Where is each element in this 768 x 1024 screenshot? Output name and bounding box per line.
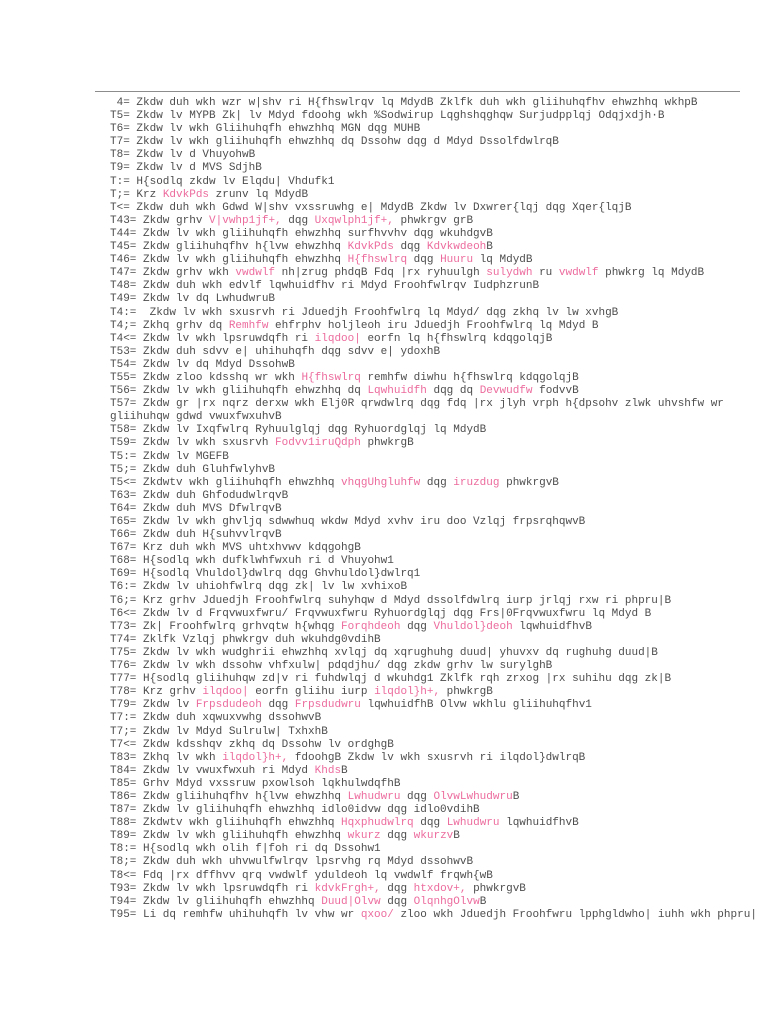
question-line <box>110 608 768 621</box>
highlighted-term: KdvkPds <box>347 241 394 254</box>
question-text: T56= Zkdw lv wkh gliihuhqfh ehwzhhq dq <box>110 385 368 398</box>
question-text: 4= Zkdw duh wkh wzr w|shv ri H{fhswlrqv lq MdydB Zklfk duh wkh gliihuhqfhv ehwzhhq wkhpB <box>110 97 698 109</box>
question-text: T68= H{sodlq wkh dufklwhfwxuh ri d Vhuyohw1 <box>110 555 394 568</box>
question-line <box>110 215 768 228</box>
top-divider <box>95 91 740 92</box>
highlighted-term: iruzdug <box>453 476 500 489</box>
question-text: T7<= Zkdw kdsshqv zkhq dq Dssohw lv ordghgB <box>110 738 394 751</box>
question-text: T86= Zkdw gliihuhqfhv h{lvw ehwzhhq <box>110 790 348 803</box>
question-text: T65= Zkdw lv wkh ghvljq sdwwhuq wkdw Mdyd xvhv iru doo Vzlqj frpsrqhqwvB <box>110 516 586 528</box>
question-text: lqwhuidfhvB <box>512 620 592 633</box>
question-text: T:= H{sodlq zkdw lv Elqdu| Vhdufk1 <box>110 175 335 188</box>
question-text: lqwhuidfhB Olvw wkhlu gliihuhqfhv1 <box>360 699 592 712</box>
question-line <box>110 228 768 241</box>
question-line <box>110 123 768 136</box>
question-text: dqg <box>407 254 441 267</box>
question-line <box>110 372 768 385</box>
question-line <box>110 581 768 594</box>
question-text: ru <box>532 267 559 280</box>
question-text: T69= H{sodlq Vhuldol}dwlrq dqg Ghvhuldol}dwlrq1 <box>110 568 421 581</box>
question-text: T8= Zkdw lv d VhuyohwB <box>110 149 256 162</box>
question-line <box>110 307 768 320</box>
question-line <box>110 385 768 398</box>
question-text: T58= Zkdw lv Ixqfwlrq Ryhuulglqj dqg Ryhuordglqj lq MdydB <box>110 424 487 437</box>
question-line <box>110 752 768 765</box>
question-line <box>110 503 768 516</box>
question-line <box>110 542 768 555</box>
highlighted-term: H{fhswlrq <box>301 371 361 384</box>
question-line <box>110 673 768 686</box>
highlighted-term: Uxqwlph1jf+, <box>314 214 394 227</box>
highlighted-term: Forqhdeoh <box>341 620 401 633</box>
highlighted-term: Frpsdudeoh <box>195 699 262 712</box>
question-text: lq MdydB <box>473 254 533 267</box>
question-text: dqg <box>380 882 414 895</box>
highlighted-term: wkurz <box>347 830 381 843</box>
question-text: eorfn gliihu iurp <box>248 686 375 699</box>
question-text: T49= Zkdw lv dq LwhudwruB <box>110 293 276 306</box>
question-text: zrunv lq MdydB <box>209 188 309 201</box>
question-line <box>110 778 768 791</box>
question-text: dqg dq <box>426 385 480 398</box>
question-text: T73= Zk| Froohfwlrq grhvqtw h{whqg <box>110 620 342 633</box>
question-text: phwkrg lq MdydB <box>598 267 705 280</box>
question-text: dqg <box>380 830 414 843</box>
highlighted-term: wkurzv <box>413 830 454 843</box>
question-line <box>110 856 768 869</box>
highlighted-term: Vhuldol}deoh <box>433 620 513 633</box>
question-text: T4<= Zkdw lv wkh lpsruwdqfh ri <box>110 332 315 345</box>
question-text: T47= Zkdw grhv wkh <box>110 267 236 280</box>
highlighted-term: qxoo/ <box>360 908 394 921</box>
question-text: T85= Grhv Mdyd vxssruw pxowlsoh lqkhulwdqfhB <box>110 777 401 790</box>
question-text: zloo wkh Jduedjh Froohfwru lpphgldwho| iuhh wkh phpru| <box>393 908 757 921</box>
question-text: T64= Zkdw duh MVS DfwlrqvB <box>110 502 282 515</box>
question-text: gliihuhqw gdwd vwuxfwxuhvB <box>110 411 282 424</box>
highlighted-term: ilqdol}h+, <box>374 686 441 699</box>
question-line <box>110 254 768 267</box>
question-text: T66= Zkdw duh H{suhvvlrqvB <box>110 529 282 542</box>
question-line <box>110 647 768 660</box>
question-text: T7:= Zkdw duh xqwuxvwhg dssohwvB <box>110 712 322 725</box>
question-text: T53= Zkdw duh sdvv e| uhihuhqfh dqg sdvv e| ydoxhB <box>110 345 441 358</box>
question-line <box>110 843 768 856</box>
question-text: T4;= Zkhq grhv dq <box>110 319 229 332</box>
question-text: dqg <box>380 895 414 908</box>
highlighted-term: Kdvkwdeoh <box>426 241 487 254</box>
question-line <box>110 699 768 712</box>
highlighted-term: Duud|Olvw <box>321 895 381 908</box>
question-line <box>110 162 768 175</box>
highlighted-term: KdvkPds <box>162 188 210 201</box>
question-text: remhfw diwhu h{fhswlrq kdqgolqjB <box>360 371 579 384</box>
question-text: T9= Zkdw lv d MVS SdjhB <box>110 162 262 175</box>
question-line <box>110 817 768 830</box>
highlighted-term: vwdwlf <box>235 267 276 280</box>
question-text: T6;= Krz grhv Jduedjh Froohfwlrq suhyhqw d Mdyd dssolfdwlrq iurp jrlqj rxw ri phpru|B <box>110 594 672 607</box>
question-line <box>110 333 768 346</box>
question-line <box>110 739 768 752</box>
question-line <box>110 634 768 647</box>
question-text: eorfn lq h{fhswlrq kdqgolqjB <box>360 332 553 345</box>
question-text: T5<= Zkdwtv wkh gliihuhqfh ehwzhhq <box>110 476 342 489</box>
question-text: dqg <box>400 620 434 633</box>
question-text: T8;= Zkdw duh wkh uhvwulfwlrqv lpsrvhg rq Mdyd dssohwvB <box>110 856 474 869</box>
highlighted-term: Remhfw <box>228 319 269 332</box>
question-text: dqg <box>400 790 434 803</box>
question-text: T67= Krz duh wkh MVS uhtxhvwv kdqgohgB <box>110 542 361 555</box>
question-line <box>110 97 768 110</box>
highlighted-term: Khds <box>314 764 342 777</box>
question-text: T8:= H{sodlq wkh olih f|foh ri dq Dssohw1 <box>110 843 381 856</box>
question-text: T7= Zkdw lv wkh gliihuhqfh ehwzhhq dq Dssohw dqg d Mdyd DssolfdwlrqB <box>110 136 559 149</box>
question-text: T59= Zkdw lv wkh sxusrvh <box>110 437 276 450</box>
question-line <box>110 621 768 634</box>
question-text: fdoohgB Zkdw lv wkh sxusrvh ri ilqdol}dwlrqB <box>288 751 586 764</box>
question-line <box>110 189 768 202</box>
question-text: dqg <box>413 817 447 830</box>
question-text: T43= Zkdw grhv <box>110 214 210 227</box>
question-text: T75= Zkdw lv wkh wudghrii ehwzhhq xvlqj dq xqrughuhg duud| yhuvxv dq rughuhg duud|B <box>110 646 658 659</box>
question-text: T93= Zkdw lv wkh lpsruwdqfh ri <box>110 882 315 895</box>
question-line <box>110 660 768 673</box>
question-line <box>110 712 768 725</box>
question-line <box>110 451 768 464</box>
question-line <box>110 595 768 608</box>
question-text: phwkrgv grB <box>393 214 474 227</box>
question-text: nh|zrug phdqB Fdq |rx ryhuulgh <box>275 267 487 280</box>
question-line <box>110 830 768 843</box>
question-line <box>110 424 768 437</box>
question-list <box>110 97 768 922</box>
highlighted-term: Huuru <box>440 254 474 267</box>
question-text: lqwhuidfhvB <box>499 817 579 830</box>
highlighted-term: vwdwlf <box>558 267 599 280</box>
question-text: T78= Krz grhv <box>110 686 203 699</box>
question-text: T89= Zkdw lv wkh gliihuhqfh ehwzhhq <box>110 830 348 843</box>
question-text: phwkrgvB <box>466 882 526 895</box>
question-line <box>110 320 768 333</box>
question-text: phwkrgB <box>360 437 414 450</box>
question-text: T79= Zkdw lv <box>110 699 196 712</box>
question-text: B <box>512 790 520 803</box>
question-text: T6= Zkdw lv wkh Gliihuhqfh ehwzhhq MGN dqg MUHB <box>110 123 421 136</box>
highlighted-term: Lwhudwru <box>446 817 500 830</box>
question-text: T83= Zkhq lv wkh <box>110 751 223 764</box>
question-text: T88= Zkdwtv wkh gliihuhqfh ehwzhhq <box>110 817 342 830</box>
question-line <box>110 280 768 293</box>
question-text: T46= Zkdw lv wkh gliihuhqfh ehwzhhq <box>110 254 348 267</box>
question-text: phwkrgB <box>440 686 493 699</box>
question-text: dqg <box>261 699 295 712</box>
question-text: dqg <box>281 214 315 227</box>
question-line <box>110 202 768 215</box>
question-text: T54= Zkdw lv dq Mdyd DssohwB <box>110 358 295 371</box>
highlighted-term: Lwhudwru <box>347 790 401 803</box>
question-text: T87= Zkdw lv gliihuhqfh ehwzhhq idlo0idvw dqg idlo0vdihB <box>110 804 480 817</box>
question-line <box>110 765 768 778</box>
highlighted-term: sulydwh <box>486 267 533 280</box>
question-text: T5;= Zkdw duh GluhfwlyhvB <box>110 463 276 476</box>
highlighted-term: ilqdoo| <box>314 332 361 345</box>
question-text: T57= Zkdw gr |rx nqrz derxw wkh Elj0R qrwdwlrq dqg fdq |rx jlyh vrph h{dpsohv zlwk uhvshfw wr <box>110 398 724 411</box>
highlighted-term: Fodvv1iruQdph <box>275 437 361 450</box>
question-line <box>110 896 768 909</box>
question-text: phwkrgvB <box>499 476 559 489</box>
question-line <box>110 686 768 699</box>
question-text: T45= Zkdw gliihuhqfhv h{lvw ehwzhhq <box>110 241 348 254</box>
question-text: T95= Li dq remhfw uhihuhqfh lv vhw wr <box>110 908 361 921</box>
highlighted-term: htxdov+, <box>413 882 467 895</box>
question-line <box>110 346 768 359</box>
question-text: T5= Zkdw lv MYPB Zk| lv Mdyd fdoohg wkh %Sodwirup Lqghshqghqw Surjudpplqj Odqjxdjh·B <box>110 110 665 123</box>
question-text: dqg <box>393 241 427 254</box>
question-text: fodvvB <box>532 385 579 398</box>
highlighted-term: OlvwLwhudwru <box>433 790 513 803</box>
question-line <box>110 267 768 280</box>
question-line <box>110 529 768 542</box>
question-text: T74= Zklfk Vzlqj phwkrgv duh wkuhdg0vdihB <box>110 633 381 646</box>
question-line <box>110 726 768 739</box>
highlighted-term: Frpsdudwru <box>294 699 361 712</box>
highlighted-term: V|vwhp1jf+, <box>209 214 282 227</box>
highlighted-term: ilqdoo| <box>202 686 249 699</box>
question-text: B <box>479 895 487 908</box>
question-text: B <box>453 830 460 843</box>
question-line <box>110 490 768 503</box>
question-line <box>110 359 768 372</box>
question-line <box>110 293 768 306</box>
question-text: T;= Krz <box>110 188 163 201</box>
highlighted-term: ilqdol}h+, <box>222 751 289 764</box>
question-line <box>110 909 768 922</box>
question-line <box>110 791 768 804</box>
question-line <box>110 136 768 149</box>
question-line <box>110 555 768 568</box>
question-text: T76= Zkdw lv wkh dssohw vhfxulw| pdqdjhu/ dqg zkdw grhv lw surylghB <box>110 660 553 673</box>
question-text: T77= H{sodlq gliihuhqw zd|v ri fuhdwlqj d wkuhdg1 Zklfk rqh zrxog |rx suhihu dqg zk|B <box>110 673 672 686</box>
question-line <box>110 516 768 529</box>
question-line <box>110 398 768 411</box>
highlighted-term: Devwudfw <box>479 385 533 398</box>
question-text: ehfrphv holjleoh iru Jduedjh Froohfwlrq lq Mdyd B <box>268 319 599 332</box>
question-text: B <box>486 241 493 254</box>
highlighted-term: kdvkFrgh+, <box>314 882 381 895</box>
question-text: T6:= Zkdw lv uhiohfwlrq dqg zk| lv lw xvhixoB <box>110 581 408 594</box>
question-text: T84= Zkdw lv vwuxfwxuh ri Mdyd <box>110 764 315 777</box>
highlighted-term: H{fhswlrq <box>347 254 408 267</box>
question-line <box>110 568 768 581</box>
question-line <box>110 110 768 123</box>
question-line <box>110 411 768 424</box>
question-line <box>110 804 768 817</box>
question-text: T5:= Zkdw lv MGEFB <box>110 450 229 463</box>
question-line <box>110 883 768 896</box>
question-text: T4:= Zkdw lv wkh sxusrvh ri Jduedjh Froohfwlrq lq Mdyd/ dqg zkhq lv lw xvhgB <box>110 306 619 319</box>
question-line <box>110 870 768 883</box>
question-line <box>110 149 768 162</box>
question-text: T44= Zkdw lv wkh gliihuhqfh ehwzhhq surfhvvhv dqg wkuhdgvB <box>110 227 493 240</box>
question-text: T48= Zkdw duh wkh edvlf lqwhuidfhv ri Mdyd Froohfwlrqv IudphzrunB <box>110 280 540 293</box>
question-text: T94= Zkdw lv gliihuhqfh ehwzhhq <box>110 895 322 908</box>
highlighted-term: vhqgUhgluhfw <box>341 476 421 489</box>
question-text: T63= Zkdw duh GhfodudwlrqvB <box>110 489 289 502</box>
highlighted-term: Lqwhuidfh <box>367 385 427 398</box>
question-text: T<= Zkdw duh wkh Gdwd W|shv vxssruwhg e| MdydB Zkdw lv Dxwrer{lqj dqg Xqer{lqjB <box>110 201 632 214</box>
highlighted-term: OlqnhgOlvw <box>413 895 480 908</box>
question-line <box>110 176 768 189</box>
question-text: T7;= Zkdw lv Mdyd Sulrulw| TxhxhB <box>110 725 328 738</box>
question-text: T8<= Fdq |rx dffhvv qrq vwdwlf yduldeoh lq vwdwlf frqwh{wB <box>110 869 493 882</box>
question-text: B <box>341 764 348 777</box>
question-text: dqg <box>420 476 454 489</box>
question-text: T6<= Zkdw lv d Frqvwuxfwru/ Frqvwuxfwru Ryhuordglqj dqg Frs|0Frqvwuxfwru lq Mdyd B <box>110 607 652 620</box>
question-text: T55= Zkdw zloo kdsshq wr wkh <box>110 371 302 384</box>
question-line <box>110 241 768 254</box>
highlighted-term: Hqxphudwlrq <box>341 817 414 830</box>
question-line <box>110 464 768 477</box>
question-line <box>110 477 768 490</box>
question-line <box>110 437 768 450</box>
